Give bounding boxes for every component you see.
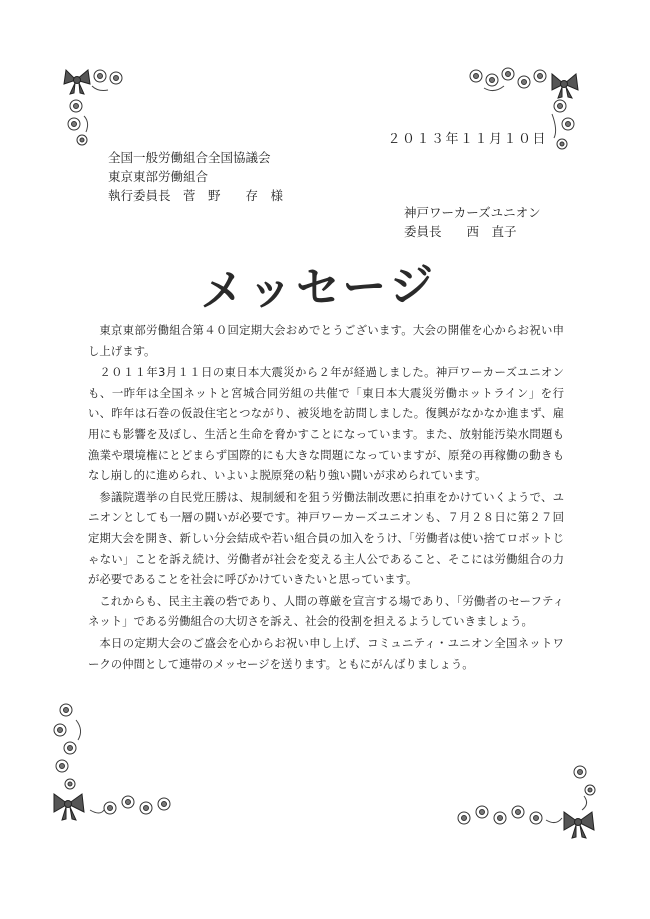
paragraph: 参議院選挙の自民党圧勝は、規制緩和を狙う労働法制改悪に拍車をかけていくようで、ユニオンとしても一層の闘いが必要です。神戸ワーカーズユニオンも、７月２８日に第２７回定期大会を開き、新しい分会結成や若い組合員の加入をうけ、「労働者は使い捨てロボットじゃない」ことを訴え続け、労働者が社会を変える主人公であること、そこには労働組合の力が必要であることを社会に呼びかけていきたいと思っています。 <box>88 489 564 587</box>
sender-name: 委員長 西 直子 <box>404 224 517 239</box>
recipient-organization: 全国一般労働組合全国協議会 <box>108 150 271 165</box>
bow-knot-icon <box>561 81 568 88</box>
recipient-union: 東京東部労働組合 <box>108 169 209 184</box>
paragraph: これからも、民主主義の砦であり、人間の尊厳を宣言する場であり、「労働者のセーフティネット」である労働組合の大切さを訴え、社会的役割を担えるようしていきましょう。 <box>88 593 564 629</box>
letter-title: メッセージ <box>199 259 439 318</box>
bow-knot-icon <box>65 801 72 808</box>
bow-knot-icon <box>575 819 582 826</box>
bow-knot-icon <box>74 77 81 84</box>
letter-body <box>88 320 564 675</box>
recipient-name: 執行委員長 菅 野 存 様 <box>108 188 284 203</box>
flower-bow-decoration-icon <box>40 700 190 830</box>
paragraph: ２０１１年3月１１日の東日本大震災から２年が経過しました。神戸ワーカーズユニオンも、一昨年は全国ネットと宮城合同労組の共催で「東日本大震災労働ホットライン」を行い、昨年は石巻の仮設住宅とつながり、被災地を訪問しました。復興がなかなか進まず、雇用にも影響を及ぼし、生活と生命を脅かすことになっています。また、放射能汚染水問題も漁業や環境権にとどまらず国際的にも大きな問題になっていますが、原発の再稼働の動きもなし崩し的に進められ、いよいよ脱原発の粘り強い闘いが求められています。 <box>88 365 564 483</box>
flower-bow-decoration-icon <box>62 64 132 149</box>
flower-bow-decoration-icon <box>464 64 584 164</box>
flower-bow-decoration-icon <box>450 760 610 850</box>
sender-organization: 神戸ワーカーズユニオン <box>404 205 541 220</box>
paragraph: 東京東部労働組合第４０回定期大会おめでとうございます。大会の開催を心からお祝い申し上げます。 <box>88 323 564 358</box>
recipient-block <box>108 148 283 205</box>
sender-block <box>404 203 541 241</box>
letter-date: ２０１３年１１月１０日 <box>387 132 547 147</box>
paragraph: 本日の定期大会のご盛会を心からお祝い申し上げ、コミュニティ・ユニオン全国ネットワークの仲間として連帯のメッセージを送ります。ともにがんばりましょう。 <box>88 635 564 671</box>
